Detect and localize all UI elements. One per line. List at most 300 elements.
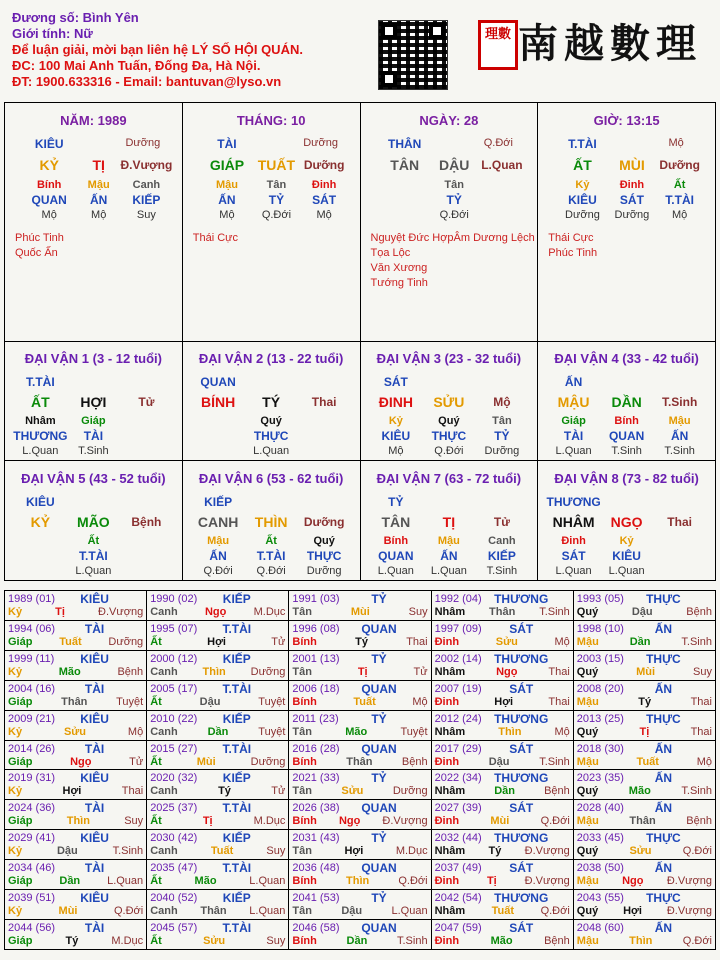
year-can: Nhâm bbox=[434, 905, 466, 918]
year-row bbox=[577, 875, 712, 887]
year-can: Nhâm bbox=[434, 845, 466, 858]
dai-van-title: ĐẠI VẬN 4 (33 - 42 tuổi) bbox=[554, 351, 699, 366]
year-stage: Đ.Vượng bbox=[666, 905, 712, 918]
year-cell[interactable] bbox=[574, 800, 716, 830]
year-cell[interactable] bbox=[574, 770, 716, 800]
dai-van-can: KỶ bbox=[30, 514, 51, 530]
pillar-chi-stage: Dưỡng bbox=[659, 158, 700, 172]
year-can: Bính bbox=[292, 815, 317, 828]
year-stage: Q.Đới bbox=[540, 905, 570, 918]
year-label: 2032 (44) bbox=[434, 832, 482, 845]
year-label: 2020 (32) bbox=[150, 772, 198, 785]
year-can: Canh bbox=[150, 845, 178, 858]
year-cell[interactable] bbox=[5, 920, 147, 950]
year-cell[interactable] bbox=[147, 651, 289, 681]
year-cell[interactable] bbox=[574, 591, 716, 621]
year-chi: Tị bbox=[639, 725, 650, 738]
year-label: 1999 (11) bbox=[8, 652, 55, 665]
year-chi: Mùi bbox=[490, 815, 510, 828]
hidden-stem: Ất bbox=[87, 535, 100, 547]
hidden-stem: Bính bbox=[36, 179, 62, 191]
year-cell[interactable] bbox=[5, 770, 147, 800]
year-chi: Ngọ bbox=[622, 875, 644, 888]
year-row bbox=[435, 935, 570, 947]
year-label: 2023 (35) bbox=[576, 772, 624, 785]
year-label: 2039 (51) bbox=[8, 892, 56, 905]
year-can: Bính bbox=[292, 635, 317, 648]
year-cell[interactable] bbox=[147, 920, 289, 950]
year-cell[interactable] bbox=[574, 711, 716, 741]
year-cell[interactable] bbox=[147, 890, 289, 920]
year-row bbox=[8, 905, 143, 917]
hidden-god: SÁT bbox=[312, 193, 337, 207]
year-cell[interactable] bbox=[5, 681, 147, 711]
year-can: Canh bbox=[150, 725, 178, 738]
year-chi: Thân bbox=[200, 905, 227, 918]
header-line: Giới tính: Nữ bbox=[12, 26, 93, 41]
year-god: TÀI bbox=[84, 801, 105, 816]
year-chi: Dậu bbox=[488, 755, 510, 768]
year-label: 2019 (31) bbox=[8, 772, 56, 785]
year-cell[interactable] bbox=[432, 591, 574, 621]
year-label: 1993 (05) bbox=[576, 593, 624, 605]
year-chi: Thìn bbox=[66, 815, 90, 828]
dai-van-god: THƯƠNG bbox=[546, 495, 601, 509]
year-stage: T.Sinh bbox=[112, 845, 144, 858]
year-stage: Tử bbox=[413, 665, 428, 678]
hidden-stem: Giáp bbox=[561, 415, 586, 427]
year-can: Nhâm bbox=[434, 785, 466, 798]
year-god: TÀI bbox=[84, 861, 105, 876]
year-can: Đinh bbox=[434, 695, 460, 708]
year-god: T.TÀI bbox=[222, 681, 252, 696]
year-cell[interactable] bbox=[147, 621, 289, 651]
hidden-god: THỰC bbox=[253, 429, 289, 443]
year-cell[interactable] bbox=[289, 800, 431, 830]
hidden-stage: Q.Đới bbox=[261, 209, 292, 221]
year-cell[interactable] bbox=[289, 920, 431, 950]
year-chi: Thìn bbox=[629, 935, 653, 948]
year-cell[interactable] bbox=[147, 711, 289, 741]
hidden-god: ẤN bbox=[90, 193, 108, 207]
year-cell[interactable] bbox=[432, 681, 574, 711]
year-label: 2007 (19) bbox=[434, 682, 482, 695]
year-can: Quý bbox=[576, 725, 599, 738]
note: Tọa Lộc bbox=[370, 247, 411, 259]
year-chi: Tị bbox=[55, 606, 65, 618]
hidden-stage: L.Quan bbox=[377, 565, 414, 577]
year-cell[interactable] bbox=[289, 741, 431, 771]
hidden-stem: Mậu bbox=[207, 535, 230, 547]
brand-logo: 南越數理 bbox=[518, 20, 702, 67]
hidden-god: TỶ bbox=[494, 429, 510, 443]
year-row bbox=[577, 666, 712, 678]
year-can: Giáp bbox=[8, 875, 33, 888]
year-cell[interactable] bbox=[432, 890, 574, 920]
hidden-stage: Q.Đới bbox=[203, 565, 233, 577]
year-label: 2024 (36) bbox=[8, 802, 56, 815]
year-cell[interactable] bbox=[432, 770, 574, 800]
year-chi: Tuất bbox=[59, 635, 82, 648]
dai-van-stage: Thai bbox=[311, 395, 337, 409]
year-row bbox=[292, 636, 427, 648]
year-row bbox=[577, 726, 712, 738]
year-can: Bính bbox=[292, 695, 317, 708]
hidden-god: KIÊU bbox=[568, 193, 597, 207]
hidden-stage: L.Quan bbox=[75, 565, 112, 577]
pillar-title: GIỜ: 13:15 bbox=[593, 113, 660, 128]
year-can: Ất bbox=[150, 635, 162, 648]
year-row bbox=[435, 696, 570, 708]
year-stage: Tuyệt bbox=[116, 695, 144, 708]
year-row bbox=[292, 756, 427, 768]
year-label: 2045 (57) bbox=[150, 922, 198, 935]
year-cell[interactable] bbox=[5, 800, 147, 830]
year-cell[interactable] bbox=[289, 651, 431, 681]
pillar-title: THÁNG: 10 bbox=[236, 113, 306, 128]
year-cell[interactable] bbox=[147, 770, 289, 800]
years-grid bbox=[4, 590, 716, 950]
year-row bbox=[577, 815, 712, 827]
year-cell[interactable] bbox=[289, 621, 431, 651]
year-row bbox=[292, 606, 427, 618]
year-label: 2036 (48) bbox=[292, 862, 340, 875]
year-can: Kỷ bbox=[8, 725, 23, 738]
qr-code-icon[interactable] bbox=[378, 20, 448, 90]
year-chi: Mùi bbox=[58, 905, 78, 918]
hidden-stage: Dưỡng bbox=[614, 209, 650, 221]
year-cell[interactable] bbox=[574, 830, 716, 860]
hidden-stage: T.Sinh bbox=[78, 445, 109, 457]
year-cell[interactable] bbox=[574, 890, 716, 920]
year-cell[interactable] bbox=[574, 681, 716, 711]
year-can: Đinh bbox=[434, 875, 460, 888]
year-label: 2006 (18) bbox=[292, 682, 340, 695]
header-line: ĐT: 1900.633316 - Email: bantuvan@lyso.vn bbox=[12, 74, 282, 89]
dai-van-can: ẤT bbox=[31, 394, 50, 410]
year-stage: Dưỡng bbox=[250, 665, 286, 678]
dai-van-god: KIẾP bbox=[204, 495, 233, 509]
year-chi: Dậu bbox=[631, 606, 653, 618]
year-row bbox=[8, 815, 143, 827]
year-row bbox=[435, 636, 570, 648]
year-cell[interactable] bbox=[289, 830, 431, 860]
year-row bbox=[577, 905, 712, 917]
year-row bbox=[150, 606, 285, 618]
hidden-stem: Canh bbox=[488, 535, 516, 547]
year-god: KIÊU bbox=[80, 831, 109, 846]
pillar-god-stage: Q.Đới bbox=[483, 137, 513, 149]
year-can: Quý bbox=[576, 606, 599, 618]
year-row bbox=[435, 666, 570, 678]
pillar-can: GIÁP bbox=[209, 157, 245, 173]
dai-van-chi: SỬU bbox=[433, 394, 465, 410]
year-cell[interactable] bbox=[5, 651, 147, 681]
year-label: 2003 (15) bbox=[576, 652, 624, 665]
year-label: 2009 (21) bbox=[8, 712, 56, 725]
dai-van-7[interactable] bbox=[361, 461, 539, 581]
year-god: KIÊU bbox=[80, 771, 109, 786]
year-label: 2037 (49) bbox=[434, 862, 482, 875]
pillar-2 bbox=[361, 103, 539, 342]
year-cell[interactable] bbox=[5, 890, 147, 920]
year-god: ẤN bbox=[654, 801, 673, 816]
year-can: Ất bbox=[150, 695, 162, 708]
hidden-stem: Đinh bbox=[561, 535, 586, 547]
hidden-stage: L.Quan bbox=[555, 445, 592, 457]
hidden-stage: Q.Đới bbox=[434, 445, 464, 457]
year-row bbox=[150, 875, 285, 887]
year-can: Đinh bbox=[434, 935, 460, 948]
hidden-god: ẤN bbox=[209, 549, 227, 563]
year-can: Canh bbox=[150, 606, 178, 618]
dai-van-stage: Bệnh bbox=[131, 515, 162, 529]
hidden-stage: Q.Đới bbox=[439, 209, 469, 221]
hidden-stem: Nhâm bbox=[25, 415, 56, 427]
year-chi: Thìn bbox=[202, 665, 226, 678]
dai-van-2[interactable] bbox=[183, 341, 361, 461]
year-label: 1995 (07) bbox=[150, 622, 198, 635]
year-stage: T.Sinh bbox=[539, 755, 570, 768]
year-stage: Mộ bbox=[554, 725, 570, 738]
year-label: 2030 (42) bbox=[150, 832, 198, 845]
year-can: Canh bbox=[150, 665, 178, 678]
dai-van-3[interactable] bbox=[361, 341, 539, 461]
year-god: THỰC bbox=[646, 711, 681, 726]
year-chi: Sửu bbox=[63, 725, 86, 738]
hidden-god: THỰC bbox=[306, 549, 342, 563]
year-cell[interactable] bbox=[574, 621, 716, 651]
year-cell[interactable] bbox=[432, 621, 574, 651]
hidden-god: TÀI bbox=[563, 429, 584, 443]
year-cell[interactable] bbox=[289, 770, 431, 800]
hidden-stage: T.Sinh bbox=[611, 445, 642, 457]
year-cell[interactable] bbox=[5, 621, 147, 651]
hidden-stage: Dưỡng bbox=[484, 445, 520, 457]
pillar-god-stage: Mộ bbox=[668, 137, 684, 149]
hidden-god: T.TÀI bbox=[256, 549, 286, 563]
year-can: Mậu bbox=[576, 875, 599, 888]
year-row bbox=[292, 726, 427, 738]
year-cell[interactable] bbox=[5, 860, 147, 890]
year-can: Mậu bbox=[576, 935, 599, 948]
year-cell[interactable] bbox=[432, 651, 574, 681]
year-label: 2000 (12) bbox=[150, 652, 198, 665]
year-cell[interactable] bbox=[147, 741, 289, 771]
year-stage: L.Quan bbox=[249, 875, 286, 888]
year-chi: Thìn bbox=[498, 725, 522, 738]
year-chi: Ngọ bbox=[496, 665, 518, 678]
year-cell[interactable] bbox=[147, 800, 289, 830]
year-stage: Q.Đới bbox=[540, 815, 570, 828]
dai-van-8[interactable] bbox=[538, 461, 716, 581]
note: Tướng Tinh bbox=[370, 277, 428, 289]
pillar-chi-stage: Dưỡng bbox=[303, 158, 345, 172]
dai-van-chi: NGỌ bbox=[610, 514, 643, 530]
year-stage: L.Quan bbox=[391, 905, 428, 918]
year-god: KIẾP bbox=[222, 651, 251, 666]
year-row bbox=[8, 935, 143, 947]
hidden-god: THƯƠNG bbox=[13, 429, 68, 443]
year-label: 1994 (06) bbox=[8, 622, 56, 635]
dai-van-5[interactable] bbox=[5, 461, 183, 581]
year-chi: Thân bbox=[61, 695, 88, 708]
hidden-god: ẤN bbox=[218, 193, 236, 207]
year-god: KIÊU bbox=[80, 891, 109, 906]
hidden-stem: Kỷ bbox=[575, 179, 590, 191]
year-row bbox=[292, 666, 427, 678]
year-stage: Đ.Vượng bbox=[382, 815, 428, 828]
year-row bbox=[8, 875, 143, 887]
hidden-stem: Canh bbox=[132, 179, 161, 191]
year-god: ẤN bbox=[654, 681, 673, 696]
year-cell[interactable] bbox=[289, 681, 431, 711]
year-chi: Mão bbox=[628, 785, 651, 798]
dai-van-stage: Thai bbox=[667, 515, 692, 529]
year-can: Kỷ bbox=[8, 785, 23, 798]
year-stage: L.Quan bbox=[249, 905, 286, 918]
year-label: 2022 (34) bbox=[434, 772, 482, 785]
year-stage: Thai bbox=[690, 695, 712, 708]
hidden-stem: Ất bbox=[673, 179, 686, 191]
year-stage: Tử bbox=[271, 785, 286, 798]
dai-van-can: CANH bbox=[197, 514, 239, 530]
year-stage: Q.Đới bbox=[398, 875, 428, 888]
year-row bbox=[150, 756, 285, 768]
year-cell[interactable] bbox=[289, 591, 431, 621]
hidden-stage: Dưỡng bbox=[306, 565, 342, 577]
year-cell[interactable] bbox=[432, 741, 574, 771]
year-cell[interactable] bbox=[432, 860, 574, 890]
year-cell[interactable] bbox=[574, 920, 716, 950]
dai-van-1[interactable] bbox=[5, 341, 183, 461]
year-stage: Bệnh bbox=[544, 935, 570, 948]
dai-van-title: ĐẠI VẬN 6 (53 - 62 tuổi) bbox=[198, 471, 344, 486]
year-label: 2017 (29) bbox=[434, 742, 482, 755]
year-cell[interactable] bbox=[432, 920, 574, 950]
year-cell[interactable] bbox=[147, 591, 289, 621]
year-row bbox=[435, 815, 570, 827]
year-god: SÁT bbox=[509, 741, 534, 756]
pillar-god: TÀI bbox=[217, 137, 237, 151]
year-cell[interactable] bbox=[432, 711, 574, 741]
year-label: 2008 (20) bbox=[576, 682, 624, 695]
year-god: ẤN bbox=[654, 771, 673, 786]
year-god: QUAN bbox=[361, 681, 397, 696]
year-god: QUAN bbox=[361, 621, 397, 636]
year-can: Nhâm bbox=[434, 606, 466, 618]
year-stage: Mộ bbox=[412, 695, 428, 708]
year-cell[interactable] bbox=[147, 681, 289, 711]
year-stage: Suy bbox=[266, 935, 286, 948]
year-can: Tân bbox=[292, 665, 312, 678]
year-cell[interactable] bbox=[5, 591, 147, 621]
year-chi: Dần bbox=[494, 785, 516, 798]
year-stage: Suy bbox=[124, 815, 144, 828]
year-cell[interactable] bbox=[147, 830, 289, 860]
year-label: 1990 (02) bbox=[150, 593, 198, 605]
year-stage: M.Dục bbox=[253, 815, 286, 828]
dai-van-6[interactable] bbox=[183, 461, 361, 581]
pillar-god-stage: Dưỡng bbox=[125, 137, 161, 149]
year-chi: Tuất bbox=[491, 905, 515, 918]
hidden-god: QUAN bbox=[608, 429, 645, 443]
year-stage: Tử bbox=[129, 755, 144, 768]
year-god: T.TÀI bbox=[222, 861, 252, 876]
year-cell[interactable] bbox=[289, 711, 431, 741]
year-can: Bính bbox=[292, 935, 317, 948]
year-can: Bính bbox=[292, 755, 317, 768]
year-god: SÁT bbox=[509, 801, 534, 816]
year-chi: Tý bbox=[218, 785, 231, 798]
dai-van-god: T.TÀI bbox=[26, 375, 55, 389]
pillar-title: NGÀY: 28 bbox=[419, 113, 479, 128]
dai-van-title: ĐẠI VẬN 5 (43 - 52 tuổi) bbox=[21, 471, 166, 486]
year-can: Tân bbox=[292, 905, 312, 918]
year-chi: Sửu bbox=[629, 845, 652, 858]
year-label: 2035 (47) bbox=[150, 862, 198, 875]
hidden-god: SÁT bbox=[561, 549, 586, 563]
year-stage: Dưỡng bbox=[392, 785, 428, 798]
pillar-title: NĂM: 1989 bbox=[60, 113, 127, 128]
year-cell[interactable] bbox=[289, 890, 431, 920]
hidden-god: KIẾP bbox=[132, 193, 161, 207]
hidden-god: ẤN bbox=[440, 549, 458, 563]
year-chi: Tuất bbox=[636, 755, 659, 768]
year-cell[interactable] bbox=[147, 860, 289, 890]
year-chi: Thân bbox=[489, 606, 516, 618]
year-row bbox=[8, 636, 143, 648]
year-cell[interactable] bbox=[5, 711, 147, 741]
year-chi: Mão bbox=[58, 665, 81, 678]
dai-van-4[interactable] bbox=[538, 341, 716, 461]
hidden-stage: Mộ bbox=[91, 209, 107, 221]
year-cell[interactable] bbox=[432, 800, 574, 830]
year-stage: Bệnh bbox=[686, 606, 712, 618]
year-stage: Thai bbox=[548, 665, 570, 678]
pillar-can: ẤT bbox=[573, 157, 592, 173]
year-chi: Hợi bbox=[623, 905, 642, 918]
hidden-stem: Quý bbox=[313, 535, 335, 547]
year-cell[interactable] bbox=[574, 860, 716, 890]
year-cell[interactable] bbox=[5, 741, 147, 771]
year-cell[interactable] bbox=[574, 741, 716, 771]
year-row bbox=[8, 726, 143, 738]
dai-van-god: KIÊU bbox=[26, 495, 55, 509]
year-label: 2018 (30) bbox=[576, 742, 624, 755]
year-chi: Thìn bbox=[346, 875, 370, 888]
hidden-stage: T.Sinh bbox=[664, 445, 695, 457]
year-chi: Hợi bbox=[207, 635, 226, 648]
year-chi: Tuất bbox=[210, 845, 234, 858]
year-cell[interactable] bbox=[574, 651, 716, 681]
year-can: Mậu bbox=[576, 755, 599, 768]
year-can: Bính bbox=[292, 875, 317, 888]
year-cell[interactable] bbox=[432, 830, 574, 860]
year-can: Ất bbox=[150, 875, 162, 888]
year-label: 2034 (46) bbox=[8, 862, 56, 875]
year-row bbox=[150, 636, 285, 648]
year-stage: M.Dục bbox=[111, 935, 144, 948]
year-cell[interactable] bbox=[5, 830, 147, 860]
year-label: 2026 (38) bbox=[292, 802, 340, 815]
year-row bbox=[577, 785, 712, 797]
year-stage: M.Dục bbox=[395, 845, 428, 858]
year-label: 2047 (59) bbox=[434, 922, 482, 935]
year-label: 2043 (55) bbox=[576, 892, 624, 905]
hidden-stem: Kỷ bbox=[388, 415, 403, 427]
year-cell[interactable] bbox=[289, 860, 431, 890]
